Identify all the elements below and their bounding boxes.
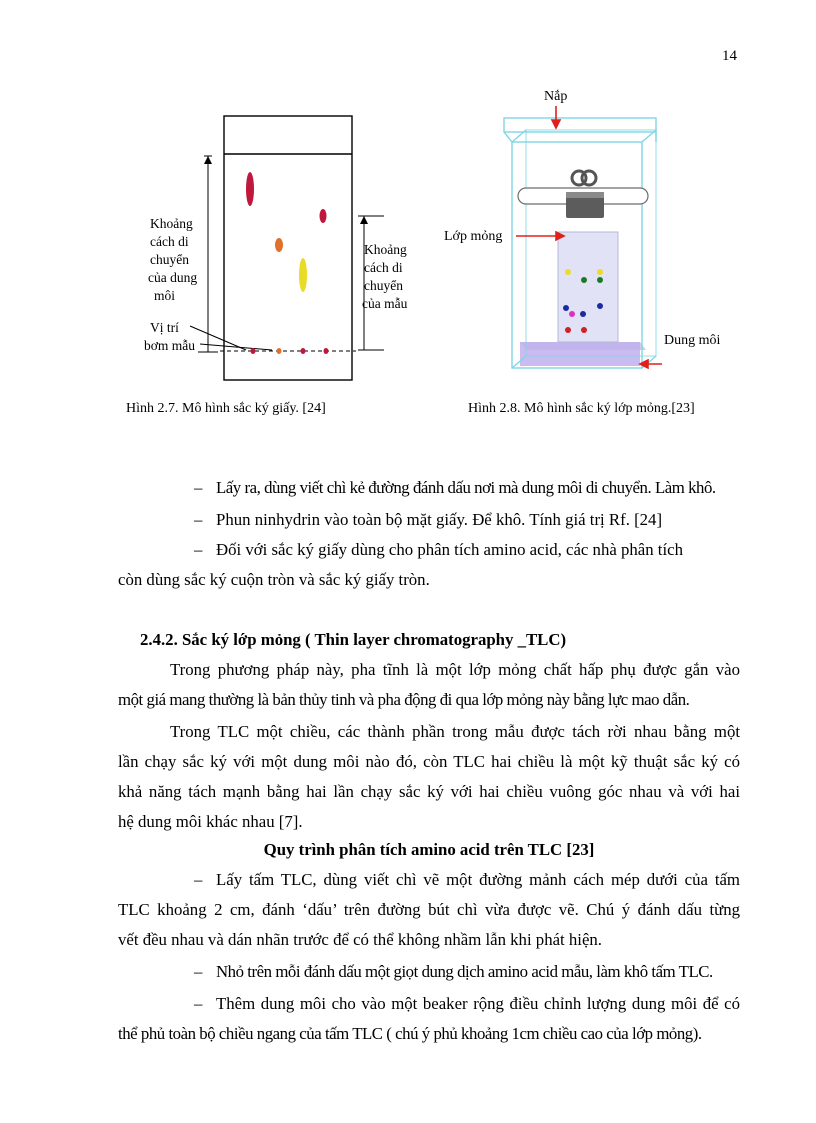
svg-text:Vị trí: Vị trí — [150, 320, 179, 335]
tlc-spot — [581, 327, 587, 333]
label-sample-position — [144, 320, 195, 353]
spot-origin-1 — [251, 348, 256, 354]
svg-text:chuyển: chuyển — [364, 278, 403, 293]
tlc-spot — [580, 311, 586, 317]
paragraph-line: khả năng tách mạnh bằng hai lần chạy sắc ký với hai chiều vuông góc nhau và với hai — [118, 782, 740, 801]
bullet-continuation: còn dùng sắc ký cuộn tròn và sắc ký giấy tròn. — [118, 570, 430, 589]
svg-text:Khoảng: Khoảng — [150, 216, 193, 231]
procedure-line: vết đều nhau và dán nhãn trước để có thể không nhầm lẫn khi phát hiện. — [118, 930, 602, 949]
paragraph-line: lần chạy sắc ký với một dung môi nào đó, còn TLC hai chiều là một kỹ thuật sắc ký có — [118, 752, 740, 771]
label-lid: Nắp — [544, 89, 568, 104]
spot-orange — [275, 238, 283, 252]
procedure-title: Quy trình phân tích amino acid trên TLC [23] — [263, 840, 595, 859]
paper-sheet — [224, 116, 352, 380]
procedure-line: thể phủ toàn bộ chiều ngang của tấm TLC ( chú ý phủ khoảng 1cm chiều cao của lớp mỏng). — [118, 1024, 702, 1043]
spot-origin-2 — [277, 348, 282, 354]
label-sample-distance — [362, 242, 408, 311]
spot-origin-3 — [301, 348, 306, 354]
spot-red-top — [320, 209, 327, 223]
bullet-item: – Phun ninhydrin vào toàn bộ mặt giấy. Để khô. Tính giá trị Rf. [24] — [194, 510, 663, 529]
procedure-line: – Lấy tấm TLC, dùng viết chì vẽ một đường mảnh cách mép dưới của tấm — [194, 870, 740, 889]
paragraph-line: Trong TLC một chiều, các thành phần trong mẫu được tách rời nhau bằng một — [170, 722, 740, 741]
label-layer: Lớp mỏng — [444, 229, 503, 244]
tlc-plate — [558, 232, 618, 342]
bullet-item: – Đối với sắc ký giấy dùng cho phân tích amino acid, các nhà phân tích — [194, 540, 683, 559]
tlc-spot — [563, 305, 569, 311]
page-number: 14 — [722, 48, 737, 64]
svg-text:cách di: cách di — [150, 234, 189, 249]
svg-text:môi: môi — [154, 288, 176, 303]
label-solvent: Dung môi — [664, 333, 721, 348]
figure-tlc-chamber — [432, 82, 732, 430]
svg-text:của dung: của dung — [148, 270, 198, 285]
spot-red-long — [246, 172, 254, 206]
label-solvent-distance — [148, 216, 197, 303]
svg-text:bơm mẫu: bơm mẫu — [144, 338, 196, 353]
svg-text:cách di: cách di — [364, 260, 403, 275]
tlc-spot — [565, 269, 571, 275]
svg-text:của mẫu: của mẫu — [362, 296, 408, 311]
tlc-spot — [565, 327, 571, 333]
procedure-line: – Nhỏ trên mỗi đánh dấu một giọt dung dịch amino acid mẫu, làm khô tấm TLC. — [194, 962, 713, 981]
bullet-item: – Lấy ra, dùng viết chì kẻ đường đánh dấu nơi mà dung môi di chuyển. Làm khô. — [194, 478, 716, 497]
tlc-spot — [569, 311, 575, 317]
figure-caption-2-8: Hình 2.8. Mô hình sắc ký lớp mỏng.[23] — [468, 401, 695, 416]
procedure-line: TLC khoảng 2 cm, đánh ‘dấu’ trên đường bút chì vừa được vẽ. Chú ý đánh dấu từng — [118, 900, 740, 919]
paragraph-line: Trong phương pháp này, pha tĩnh là một lớp mỏng chất hấp phụ được gắn vào — [170, 660, 740, 679]
procedure-line: – Thêm dung môi cho vào một beaker rộng điều chỉnh lượng dung môi để có — [194, 994, 740, 1013]
figure-paper-chromatography — [122, 104, 414, 430]
spot-origin-4 — [324, 348, 329, 354]
section-heading: 2.4.2. Sắc ký lớp mỏng ( Thin layer chromatography _TLC) — [140, 630, 567, 649]
tlc-spot — [581, 277, 587, 283]
paragraph-line: hệ dung môi khác nhau [7]. — [118, 812, 303, 831]
tlc-spot — [597, 303, 603, 309]
tlc-spot — [597, 269, 603, 275]
svg-text:chuyển: chuyển — [150, 252, 189, 267]
figure-caption-2-7: Hình 2.7. Mô hình sắc ký giấy. [24] — [126, 401, 326, 416]
spot-yellow — [299, 258, 307, 292]
svg-text:Khoảng: Khoảng — [364, 242, 407, 257]
binder-clip — [566, 171, 604, 218]
arrow-lid — [552, 106, 560, 128]
paragraph-line: một giá mang thường là bản thủy tinh và pha động đi qua lớp mỏng này bằng lực mao dẫn. — [118, 690, 690, 709]
arrow-layer — [516, 232, 564, 240]
tlc-spot — [597, 277, 603, 283]
